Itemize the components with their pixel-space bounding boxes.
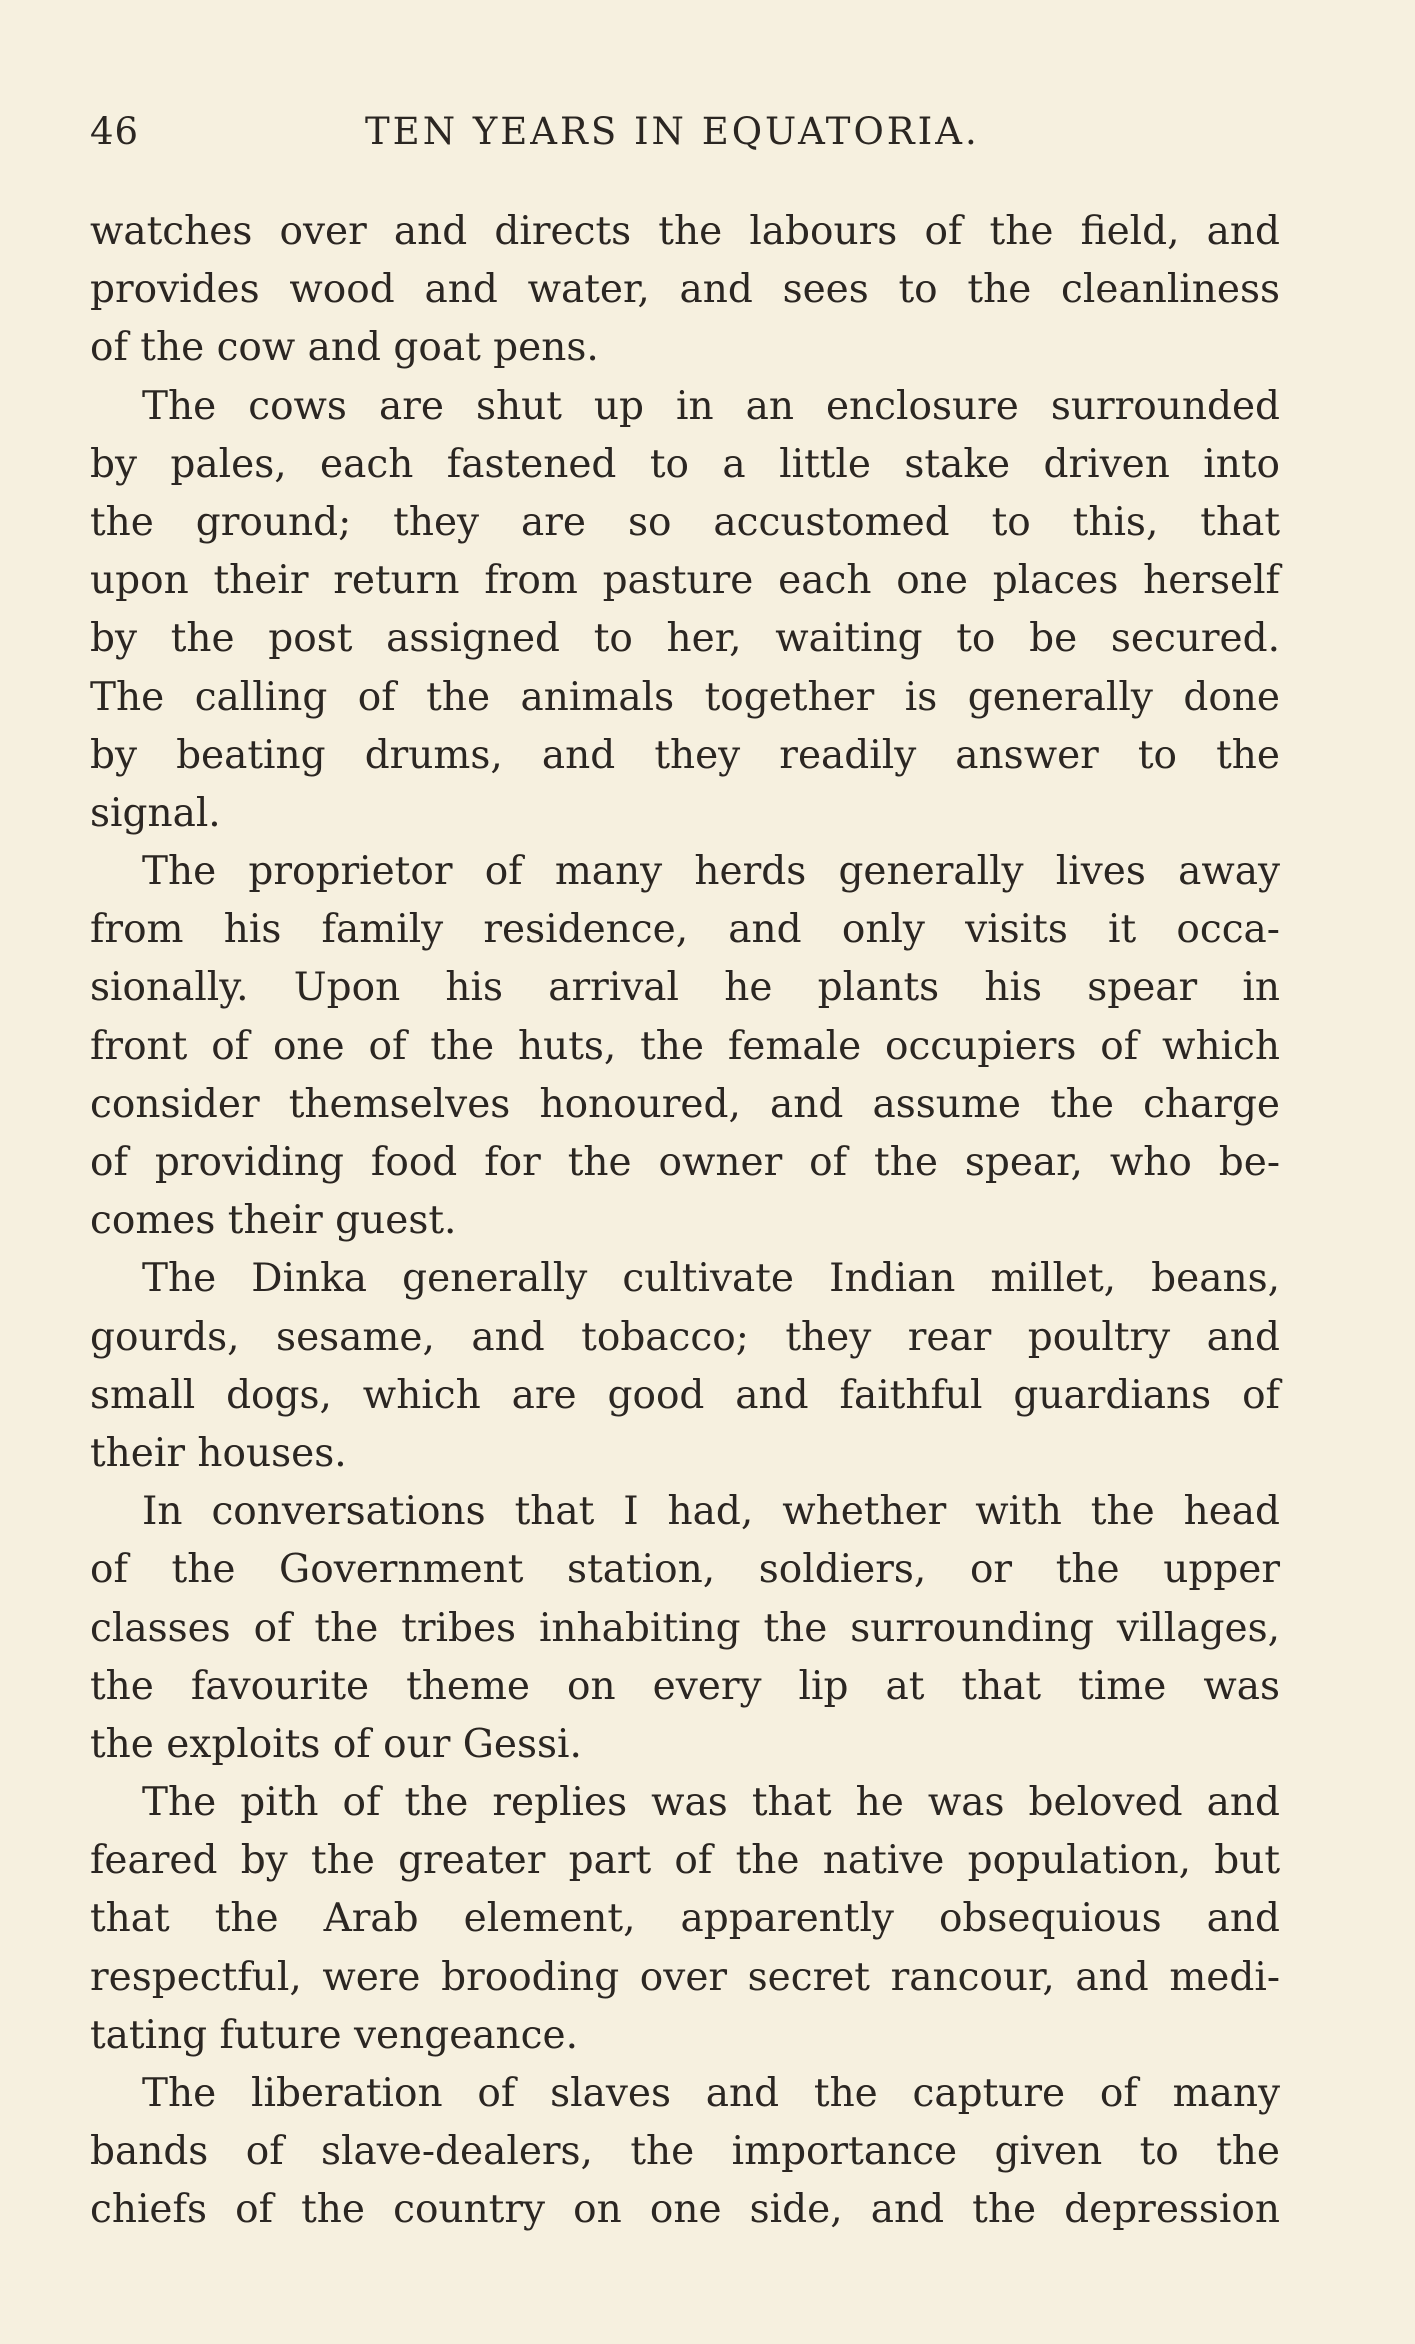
body-text bbox=[90, 203, 1280, 2240]
text-line: the exploits of our Gessi. bbox=[90, 1721, 582, 1767]
text-line: of providing food for the owner of the spear, who be- bbox=[90, 1140, 1280, 1185]
text-line: upon their return from pasture each one places herself bbox=[90, 558, 1280, 604]
text-line: of the Government station, soldiers, or the upper bbox=[90, 1547, 1280, 1593]
text-line: the favourite theme on every lip at that time was bbox=[90, 1663, 1280, 1709]
text-line: tating future vengeance. bbox=[90, 2012, 578, 2058]
text-line: gourds, sesame, and tobacco; they rear poultry and bbox=[90, 1314, 1280, 1360]
text-line: The cows are shut up in an enclosure surrounded bbox=[142, 383, 1280, 429]
text-line: The pith of the replies was that he was beloved and bbox=[142, 1780, 1280, 1826]
running-title: TEN YEARS IN EQUATORIA. bbox=[365, 110, 980, 153]
page-number: 46 bbox=[90, 110, 140, 153]
text-line: consider themselves honoured, and assume the charge bbox=[90, 1081, 1280, 1127]
text-line: of the cow and goat pens. bbox=[90, 325, 599, 371]
text-line: The proprietor of many herds generally lives away bbox=[142, 849, 1280, 895]
text-line: the ground; they are so accustomed to this, that bbox=[90, 499, 1280, 545]
text-line: The calling of the animals together is generally done bbox=[90, 674, 1280, 720]
text-line: comes their guest. bbox=[90, 1198, 457, 1244]
text-line: from his family residence, and only visits it occa- bbox=[90, 907, 1280, 953]
text-line: signal. bbox=[90, 790, 221, 836]
text-line: that the Arab element, apparently obsequious and bbox=[90, 1896, 1280, 1942]
text-line: respectful, were brooding over secret rancour, and medi- bbox=[90, 1954, 1280, 2000]
text-line: by pales, each fastened to a little stake driven into bbox=[90, 441, 1280, 487]
text-line: watches over and directs the labours of the field, and bbox=[90, 209, 1280, 254]
text-line: The Dinka generally cultivate Indian millet, beans, bbox=[142, 1256, 1280, 1302]
text-line: chiefs of the country on one side, and the depression bbox=[90, 2187, 1280, 2233]
text-line: their houses. bbox=[90, 1430, 347, 1476]
text-line: feared by the greater part of the native population, but bbox=[90, 1838, 1280, 1884]
text-line: classes of the tribes inhabiting the surrounding villages, bbox=[90, 1605, 1280, 1651]
text-line: by the post assigned to her, waiting to be secured. bbox=[90, 616, 1280, 662]
text-line: In conversations that I had, whether with the head bbox=[142, 1489, 1280, 1535]
text-line: small dogs, which are good and faithful guardians of bbox=[90, 1372, 1280, 1418]
text-line: front of one of the huts, the female occupiers of which bbox=[90, 1023, 1280, 1069]
text-line: by beating drums, and they readily answer to the bbox=[90, 732, 1280, 778]
text-line: The liberation of slaves and the capture of many bbox=[142, 2071, 1280, 2116]
text-line: sionally. Upon his arrival he plants his spear in bbox=[90, 965, 1280, 1011]
text-line: bands of slave-dealers, the importance given to the bbox=[90, 2129, 1280, 2175]
page-header bbox=[90, 110, 1280, 170]
text-line: provides wood and water, and sees to the cleanliness bbox=[90, 267, 1280, 313]
